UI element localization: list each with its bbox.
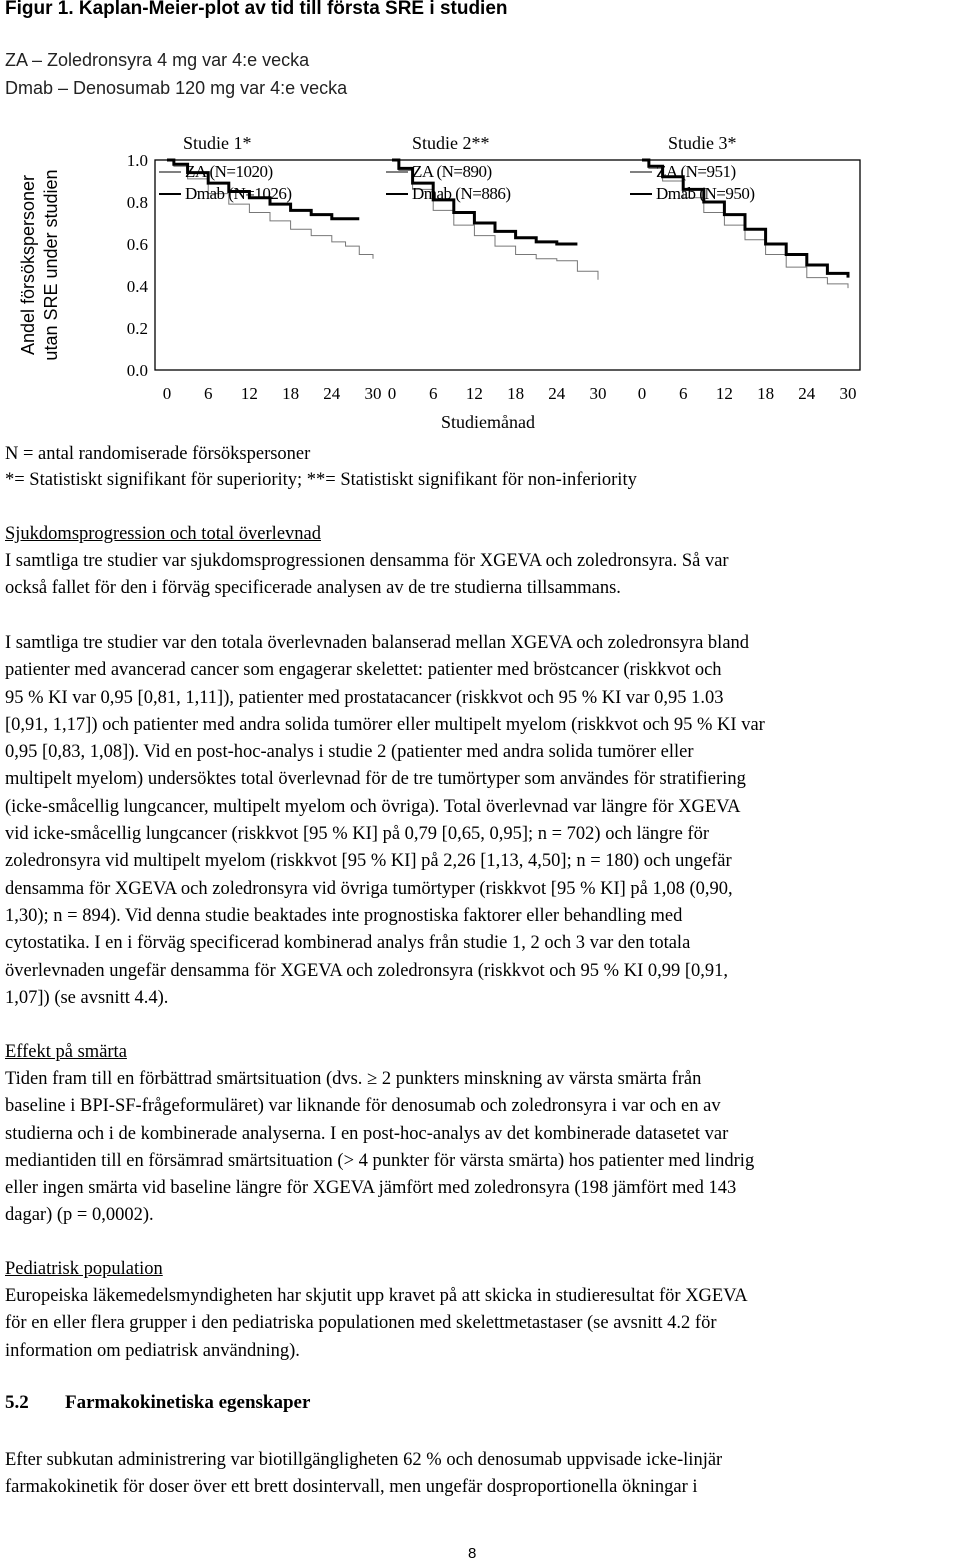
y-tick-label: 0.8 — [126, 193, 148, 212]
legend-entry: Dmab (N=950) — [656, 184, 755, 203]
text-line: eller ingen smärta vid baseline längre för XGEVA jämfört med zoledronsyra (198 jämfört med 143 — [5, 1178, 737, 1199]
section-number: 5.2 — [5, 1392, 29, 1413]
text-line: information om pediatrisk användning). — [5, 1340, 300, 1361]
x-tick-label: 18 — [757, 384, 775, 403]
x-tick-label: 30 — [364, 384, 382, 403]
legend-entry: ZA (N=890) — [412, 162, 492, 181]
panel-title: Studie 2** — [412, 133, 490, 153]
x-tick-label: 30 — [589, 384, 607, 403]
legend-entry: ZA (N=951) — [656, 162, 736, 181]
figure-title: Figur 1. Kaplan-Meier-plot av tid till första SRE i studien — [5, 0, 508, 19]
x-tick-label: 24 — [323, 384, 341, 403]
text-line: Efter subkutan administrering var biotillgängligheten 62 % och denosumab uppvisade icke-linjär — [5, 1450, 723, 1470]
note-n-definition: N = antal randomiserade försökspersoner — [5, 444, 311, 464]
section-heading-pain: Effekt på smärta — [5, 1042, 127, 1062]
y-tick-label: 0.0 — [126, 361, 148, 380]
text-line: farmakokinetik för doser över ett brett dosintervall, men ungefär dosproportionella ökningar i — [5, 1477, 698, 1498]
text-line: patienter med avancerad cancer som engagerar skelettet: patienter med bröstcancer (riskkvot och — [5, 660, 722, 681]
x-tick-label: 6 — [428, 384, 438, 403]
text-line: dagar) (p = 0,0002). — [5, 1205, 154, 1226]
text-line: zoledronsyra vid multipelt myelom (riskkvot [95 % KI] på 2,26 [1,13, 4,50]; n = 180) och ungefär — [5, 851, 732, 872]
panel-title: Studie 1* — [183, 133, 252, 153]
legend-entry: Dmab (N=1026) — [185, 184, 292, 203]
kaplan-meier-chart — [0, 125, 960, 440]
x-axis-label: Studiemånad — [441, 412, 535, 432]
x-tick-label: 24 — [548, 384, 566, 403]
text-line: också fallet för den i förväg specificerade analysen av de tre studierna tillsammans. — [5, 578, 621, 599]
text-line: Tiden fram till en förbättrad smärtsituation (dvs. ≥ 2 punkters minskning av värsta smärta från — [5, 1069, 702, 1089]
section-title-pharmacokinetics: Farmakokinetiska egenskaper — [65, 1392, 311, 1413]
x-tick-label: 0 — [387, 384, 397, 403]
x-tick-label: 18 — [282, 384, 300, 403]
x-tick-label: 30 — [839, 384, 857, 403]
page-number: 8 — [468, 1545, 477, 1562]
text-line: 95 % KI var 0,95 [0,81, 1,11]), patienter med prostatacancer (riskkvot och 95 % KI var 0,95 1.03 — [5, 687, 724, 708]
section-heading-progression: Sjukdomsprogression och total överlevnad — [5, 524, 321, 544]
paragraph-pharmacokinetics — [5, 1447, 955, 1502]
x-tick-label: 12 — [240, 384, 258, 403]
y-tick-label: 0.4 — [126, 277, 148, 296]
y-axis-label: Andel försökspersoner — [18, 174, 38, 356]
x-tick-label: 12 — [465, 384, 483, 403]
text-line: 0,95 [0,83, 1,08]). Vid en post-hoc-analys i studie 2 (patienter med andra solida tumörer eller — [5, 742, 694, 763]
text-line: 1,30); n = 894). Vid denna studie beaktades inte prognostiska faktorer eller behandling med — [5, 905, 683, 926]
paragraph-pain — [5, 1066, 955, 1230]
y-tick-label: 1.0 — [126, 151, 148, 170]
text-line: cytostatika. I en i förväg specificerad kombinerad analys från studie 1, 2 och 3 var den totala — [5, 933, 691, 954]
y-tick-label: 0.2 — [126, 319, 148, 338]
note-significance: *= Statistiskt signifikant för superiority; **= Statistiskt signifikant för non-inferiority — [5, 470, 637, 490]
x-tick-label: 18 — [507, 384, 525, 403]
paragraph-pediatric — [5, 1283, 955, 1365]
section-heading-pediatric: Pediatrisk population — [5, 1259, 163, 1279]
x-tick-label: 0 — [162, 384, 172, 403]
x-tick-label: 0 — [637, 384, 647, 403]
text-line: I samtliga tre studier var den totala överlevnaden balanserad mellan XGEVA och zoledronsyra bland — [5, 633, 750, 653]
legend-entry: ZA (N=1020) — [185, 162, 273, 181]
panel-title: Studie 3* — [668, 133, 737, 153]
legend-line-za: ZA – Zoledronsyra 4 mg var 4:e vecka — [5, 50, 310, 70]
text-line: mediantiden till en försämrad smärtsituation (> 4 punkter för värsta smärta) hos patienter med lindrig — [5, 1150, 755, 1171]
legend-entry: Dmab (N=886) — [412, 184, 511, 203]
text-line: vid icke-småcellig lungcancer (riskkvot [95 % KI] på 0,79 [0,65, 0,95]; n = 702) och längre för — [5, 824, 709, 845]
text-line: Europeiska läkemedelsmyndigheten har skjutit upp kravet på att skicka in studieresultat för XGEVA — [5, 1286, 748, 1306]
text-line: studierna och i de kombinerade analyserna. I en post-hoc-analys av det kombinerade datasetet var — [5, 1123, 729, 1144]
text-line: överlevnaden ungefär densamma för XGEVA och zoledronsyra (riskkvot och 95 % KI 0,99 [0,91, — [5, 960, 729, 981]
x-tick-label: 6 — [678, 384, 688, 403]
text-line: I samtliga tre studier var sjukdomsprogressionen densamma för XGEVA och zoledronsyra. Så var — [5, 551, 729, 571]
text-line: (icke-småcellig lungcancer, multipelt myelom och övriga). Total överlevnad var längre för XGEVA — [5, 796, 741, 817]
series-line-dmab — [642, 160, 848, 278]
x-tick-label: 24 — [798, 384, 816, 403]
text-line: densamma för XGEVA och zoledronsyra vid övriga tumörtyper (riskkvot [95 % KI] på 1,08 (0,90, — [5, 878, 733, 899]
text-line: 1,07]) (se avsnitt 4.4). — [5, 987, 169, 1008]
y-tick-label: 0.6 — [126, 235, 148, 254]
paragraph-overall-survival — [5, 630, 955, 1012]
y-axis-label: utan SRE under studien — [41, 169, 61, 361]
x-tick-label: 12 — [715, 384, 733, 403]
legend-line-dmab: Dmab – Denosumab 120 mg var 4:e vecka — [5, 78, 348, 98]
paragraph-progression — [5, 548, 955, 603]
text-line: multipelt myelom) undersöktes total överlevnad för de tre tumörtyper som användes för stratifiering — [5, 769, 746, 790]
text-line: baseline i BPI-SF-frågeformuläret) var liknande för denosumab och zoledronsyra i var och en av — [5, 1096, 721, 1117]
x-tick-label: 6 — [203, 384, 213, 403]
text-line: för en eller flera grupper i den pediatriska populationen med skelettmetastaser (se avsnitt 4.2 för — [5, 1313, 717, 1334]
text-line: [0,91, 1,17]) och patienter med andra solida tumörer eller multipelt myelom (riskkvot och 95 % KI var — [5, 714, 765, 735]
